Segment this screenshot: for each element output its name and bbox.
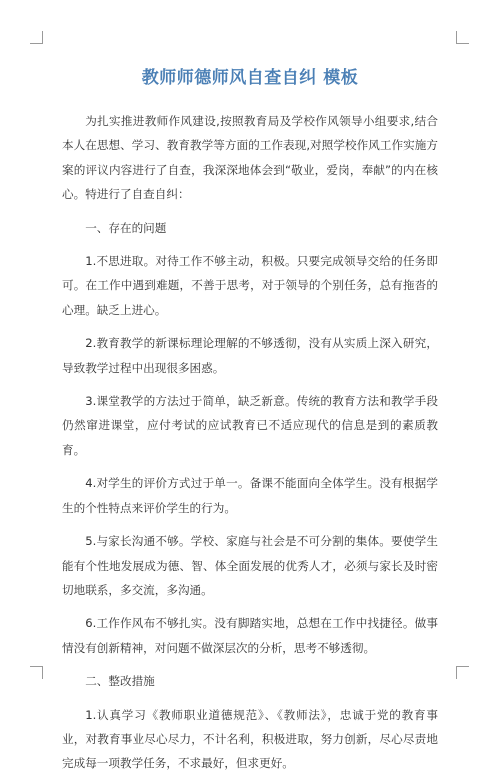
issue-item: 4.对学生的评价方式过于单一。备课不能面向全体学生。没有根据学生的个性特点来评价学生的行为。 (62, 476, 438, 515)
issue-item: 3.课堂教学的方法过于简单，缺乏新意。传统的教育方法和教学手段仍然窜进课堂，应付考试的应试教育已不适应现代的信息是到的素质教育。 (62, 394, 438, 457)
issue-item: 1.不思进取。对待工作不够主动，积极。只要完成领导交给的任务即可。在工作中遇到难题，不善于思考，对于领导的个别任务，总有拖沓的心理。缺乏上进心。 (62, 254, 438, 317)
measure-item: 1.认真学习《教师职业道德规范》、《教师法》，忠诚于党的教育事业，对教育事业尽心尽力，不计名利，积极进取，努力创新，尽心尽责地完成每一项教学任务，不求最好，但求更好。 (62, 707, 438, 771)
section-heading-problems: 一、存在的问题 (85, 220, 167, 235)
crop-mark-top-left (30, 31, 43, 44)
crop-mark-bottom-right (456, 666, 469, 679)
document-title: 教师师德师风自查自纠 模板 (141, 68, 359, 88)
issue-item: 6.工作作风布不够扎实。没有脚踏实地，总想在工作中找捷径。做事情没有创新精神，对问题不做深层次的分析，思考不够透彻。 (62, 616, 438, 655)
document-body (62, 109, 438, 776)
section-heading-measures: 二、整改措施 (85, 674, 155, 689)
crop-mark-top-right (456, 31, 469, 44)
crop-mark-bottom-left (30, 666, 43, 679)
issue-item: 2.教育教学的新课标理论理解的不够透彻，没有从实质上深入研究，导致教学过程中出现很多困惑。 (62, 336, 438, 375)
issue-item: 5.与家长沟通不够。学校、家庭与社会是不可分割的集体。要使学生能有个性地发展成为德、智、体全面发展的优秀人才，必须与家长及时密切地联系，多交流，多沟通。 (62, 534, 438, 597)
intro-paragraph: 为扎实推进教师作风建设,按照教育局及学校作风领导小组要求,结合本人在思想、学习、教育教学等方面的工作表现,对照学校作风工作实施方案的评议内容进行了自查，我深深地体会到“敬业，爱岗，奉献”的内在核心。特进行了自查自纠： (62, 114, 438, 202)
